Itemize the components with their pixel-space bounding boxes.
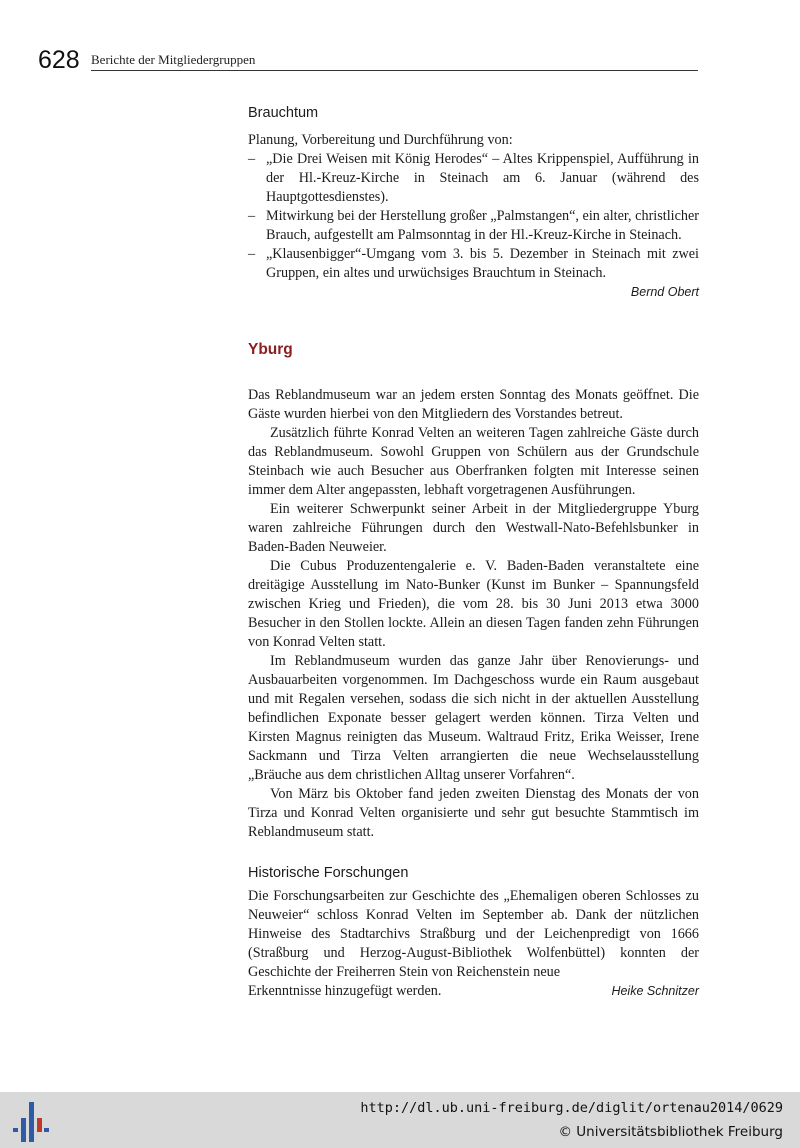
section-title-yburg: Yburg	[248, 341, 293, 358]
signature-heike-schnitzer: Heike Schnitzer	[611, 984, 699, 998]
forschung-paragraph: Die Forschungsarbeiten zur Geschichte des „Ehemaligen oberen Schlosses zu Neuweier“ schloss Konrad Velten im September ab. Dank der nützlichen Hinweise des Stadtarchivs Straßburg und der Leichenpredigt von 1666 (Straßburg und Herzog-August-Bibliothek Wolfenbüttel) konnten der Geschichte der Freiherren Stein von Reichenstein neue	[248, 888, 699, 980]
footer-copyright: © Universitätsbibliothek Freiburg	[558, 1124, 783, 1140]
page-number: 628	[38, 46, 80, 74]
running-head: Berichte der Mitgliedergruppen	[91, 52, 256, 67]
yburg-paragraph: Von März bis Oktober fand jeden zweiten Dienstag des Monats der von Tirza und Konrad Velten organisierte und sehr gut besuchte Stammtisch im Reblandmuseum statt.	[248, 786, 699, 840]
yburg-paragraph: Im Reblandmuseum wurden das ganze Jahr über Renovierungs- und Ausbauarbeiten vorgenommen. Im Dachgeschoss wurde ein Raum ausgebaut und mit Regalen versehen, sodass die sich nicht in der aktuellen Ausstellung befindlichen Exponate besser gelagert werden können. Tirza Velten und Kirsten Magnus reinigten das Museum. Waltraud Fritz, Erika Weisser, Irene Sackmann und Tirza Velten arrangierten die neue Wechselausstellung „Bräuche aus dem christlichen Alltag unserer Vorfahren“.	[248, 653, 699, 783]
ub-freiburg-logo-icon	[11, 1100, 51, 1144]
footer-url-link[interactable]: http://dl.ub.uni-freiburg.de/diglit/ortenau2014/0629	[360, 1100, 783, 1116]
forschung-heading: Historische Forschungen	[248, 865, 409, 881]
header-rule	[91, 70, 698, 71]
list-item: – „Die Drei Weisen mit König Herodes“ – Altes Krippenspiel, Aufführung in der Hl.-Kreuz-Kirche in Steinach am 6. Januar (während des Hauptgottesdienstes).	[248, 150, 699, 207]
list-item: – Mitwirkung bei der Herstellung großer „Palmstangen“, ein alter, christlicher Brauch, aufgestellt am Palmsonntag in der Hl.-Kreuz-Kirche in Steinach.	[248, 207, 699, 245]
yburg-paragraph: Die Cubus Produzentengalerie e. V. Baden-Baden veranstaltete eine dreitägige Ausstellung im Nato-Bunker (Kunst im Bunker – Spannungsfeld zwischen Krieg und Frieden), die vom 28. bis 30 Juni 2013 etwa 3000 Besucher in den Stollen lockte. Allein an diesen Tagen fanden zehn Führungen von Konrad Velten statt.	[248, 558, 699, 650]
article-body	[248, 104, 699, 1001]
signature-bernd-obert: Bernd Obert	[630, 285, 699, 299]
list-item: – „Klausenbigger“-Umgang vom 3. bis 5. Dezember in Steinach mit zwei Gruppen, ein altes und urwüchsiges Brauchtum in Steinach.	[248, 245, 699, 283]
forschung-last-line	[248, 982, 699, 1001]
brauchtum-intro: Planung, Vorbereitung und Durchführung von:	[248, 132, 513, 148]
yburg-paragraph: Zusätzlich führte Konrad Velten an weiteren Tagen zahlreiche Gäste durch das Reblandmuseum. Sowohl Gruppen von Schülern aus der Grundschule Steinbach wie auch Besucher aus Oberfranken folgten mit Interesse seinen immer dem Alter angepassten, lebhaft vorgetragenen Ausführungen.	[248, 425, 699, 498]
yburg-paragraph: Das Reblandmuseum war an jedem ersten Sonntag des Monats geöffnet. Die Gäste wurden hierbei von den Mitgliedern des Vorstandes betreut.	[248, 387, 699, 422]
brauchtum-list	[248, 150, 699, 283]
forschung-paragraph-end: Erkenntnisse hinzugefügt werden.	[248, 983, 442, 999]
brauchtum-heading: Brauchtum	[248, 105, 319, 121]
yburg-paragraph: Ein weiterer Schwerpunkt seiner Arbeit in der Mitgliedergruppe Yburg waren zahlreiche Führungen durch den Westwall-Nato-Befehlsbunker in Baden-Baden Neuweier.	[248, 501, 699, 555]
